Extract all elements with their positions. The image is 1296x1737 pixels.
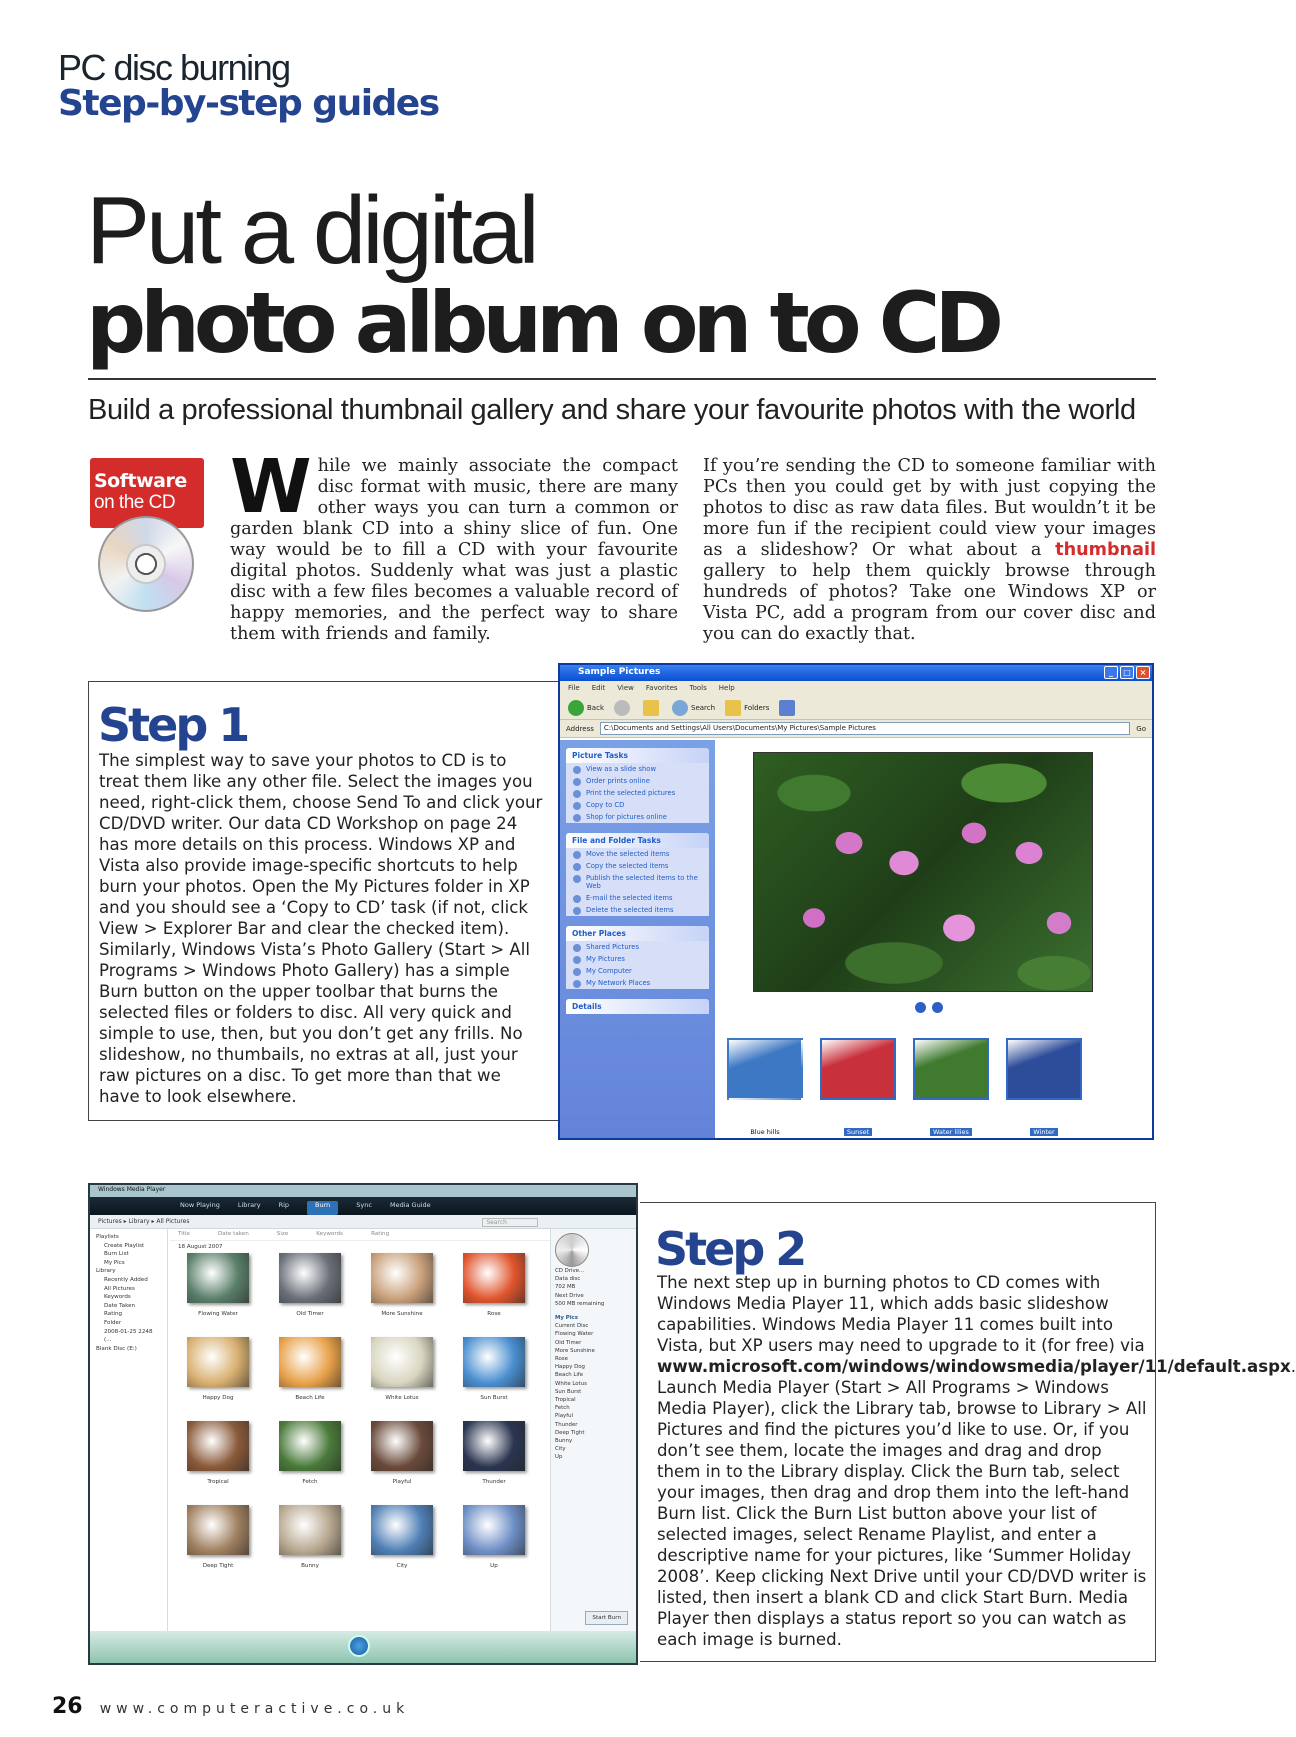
- drop-cap: W: [230, 444, 312, 530]
- menu-tools[interactable]: Tools: [689, 684, 707, 692]
- address-field[interactable]: C:\Documents and Settings\All Users\Documents\My Pictures\Sample Pictures: [600, 722, 1130, 735]
- burn-list-item[interactable]: Deep Tight: [555, 1429, 585, 1436]
- wmp-tab[interactable]: Now Playing: [180, 1201, 220, 1209]
- burn-list-item[interactable]: Flowing Water: [555, 1331, 594, 1338]
- forward-arrow-icon[interactable]: [614, 700, 630, 716]
- burn-list-title[interactable]: My Pics: [555, 1315, 578, 1322]
- thumb-caption: Blue hills: [750, 1128, 780, 1136]
- tree-item[interactable]: 2008-01-25 2248 (...: [104, 1328, 153, 1344]
- task-order-prints[interactable]: Order prints online: [566, 775, 709, 787]
- thumb-image: [727, 1038, 803, 1100]
- picture-thumb: [371, 1421, 433, 1471]
- burn-list-item[interactable]: Beach Life: [555, 1372, 584, 1379]
- play-icon[interactable]: [348, 1635, 370, 1657]
- start-burn-button[interactable]: Start Burn: [585, 1611, 628, 1625]
- menu-help[interactable]: Help: [718, 684, 735, 692]
- menu-favorites[interactable]: Favorites: [645, 684, 678, 692]
- picture-item[interactable]: [448, 1421, 540, 1485]
- title-line-1: Put a digital: [86, 177, 536, 284]
- picture-label: More Sunshine: [381, 1311, 423, 1317]
- picture-item[interactable]: [264, 1337, 356, 1401]
- burn-info-line: Data disc: [555, 1276, 581, 1283]
- wmp-screenshot: [88, 1183, 638, 1665]
- wmp-nav-tree: [90, 1229, 168, 1631]
- filmstrip-thumb[interactable]: [1006, 1038, 1082, 1138]
- step2-body: [657, 1272, 1296, 1650]
- filmstrip-nav: [915, 1002, 943, 1013]
- burn-list-item[interactable]: Sun Burst: [555, 1388, 582, 1395]
- title-rule: [88, 378, 1156, 380]
- picture-thumb: [187, 1253, 249, 1303]
- footer-url: www.computeractive.co.uk: [99, 1701, 410, 1717]
- picture-cells: [170, 1253, 552, 1569]
- picture-tasks-panel: [566, 748, 709, 823]
- picture-item[interactable]: [264, 1421, 356, 1485]
- column-header[interactable]: Keywords: [316, 1231, 344, 1237]
- search-icon: [672, 700, 688, 716]
- details-panel: [566, 999, 709, 1014]
- menu-view[interactable]: View: [617, 684, 634, 692]
- step2-text-a: The next step up in burning photos to CD comes with Windows Media Player 11, which adds basic slideshow capabilities. Windows Media Player 11 comes built into Vista, but XP users may need to upgrade to it (for free) via: [657, 1273, 1145, 1355]
- page-footer: [52, 1694, 409, 1719]
- picture-item[interactable]: [172, 1421, 264, 1485]
- tree-item[interactable]: Keywords: [104, 1294, 131, 1301]
- task-copy[interactable]: Copy the selected items: [566, 860, 709, 872]
- previous-icon[interactable]: [915, 1002, 926, 1013]
- picture-item[interactable]: [356, 1337, 448, 1401]
- thumb-caption: Sunset: [844, 1128, 872, 1136]
- thumbnail-highlight: thumbnail: [1055, 540, 1157, 560]
- xp-title: Sample Pictures: [578, 667, 661, 677]
- picture-item[interactable]: [356, 1505, 448, 1569]
- picture-item[interactable]: [448, 1253, 540, 1317]
- xp-toolbar: [560, 696, 1152, 720]
- burn-list-item[interactable]: Rose: [555, 1356, 568, 1363]
- step2-url: www.microsoft.com/windows/windowsmedia/player/11/default.aspx: [657, 1357, 1291, 1376]
- picture-thumb: [279, 1253, 341, 1303]
- burn-list-item[interactable]: Old Timer: [555, 1339, 582, 1346]
- picture-thumb: [371, 1505, 433, 1555]
- panel-title[interactable]: Other Places: [566, 926, 709, 941]
- next-icon[interactable]: [932, 1002, 943, 1013]
- tree-item[interactable]: Playlists: [96, 1234, 119, 1240]
- title-line-2: photo album on to CD: [86, 274, 999, 372]
- picture-label: Happy Dog: [202, 1395, 234, 1401]
- wmp-controls: [90, 1631, 636, 1663]
- folders-button[interactable]: [725, 700, 769, 716]
- tree-item[interactable]: All Pictures: [104, 1285, 135, 1292]
- article-title: [86, 177, 1166, 372]
- burn-list-item[interactable]: White Lotus: [555, 1380, 587, 1387]
- picture-label: Sun Burst: [480, 1395, 508, 1401]
- picture-thumb: [279, 1505, 341, 1555]
- picture-thumb: [187, 1421, 249, 1471]
- burn-list-item[interactable]: More Sunshine: [555, 1347, 595, 1354]
- burn-list-item[interactable]: Current Disc: [555, 1323, 589, 1330]
- place-network[interactable]: My Network Places: [566, 977, 709, 989]
- picture-thumb: [371, 1337, 433, 1387]
- task-slideshow[interactable]: View as a slide show: [566, 763, 709, 775]
- burn-info-line: 500 MB remaining: [555, 1300, 605, 1307]
- picture-label: Flowing Water: [198, 1311, 238, 1317]
- wmp-tabs: [90, 1197, 636, 1215]
- picture-thumb: [279, 1337, 341, 1387]
- wmp-title: Windows Media Player: [90, 1185, 636, 1197]
- cd-icon: [98, 516, 194, 612]
- wmp-tab[interactable]: Library: [237, 1201, 261, 1209]
- picture-thumb: [463, 1337, 525, 1387]
- wmp-tab[interactable]: Burn: [307, 1201, 338, 1215]
- picture-label: Old Timer: [296, 1311, 324, 1317]
- filmstrip-thumb[interactable]: [913, 1038, 989, 1138]
- water-lilies-photo: [753, 752, 1093, 992]
- folders-label: Folders: [744, 703, 770, 712]
- picture-label: Thunder: [482, 1479, 506, 1485]
- filmstrip-thumb[interactable]: [820, 1038, 896, 1138]
- tree-item[interactable]: Rating: [104, 1311, 123, 1318]
- search-button[interactable]: [672, 700, 715, 716]
- wmp-breadcrumb: [90, 1215, 636, 1229]
- column-header[interactable]: Title: [178, 1231, 190, 1237]
- picture-label: Fetch: [302, 1479, 318, 1485]
- picture-thumb: [463, 1505, 525, 1555]
- burn-list-item[interactable]: City: [555, 1446, 566, 1453]
- search-label: Search: [691, 703, 716, 712]
- back-button[interactable]: [568, 700, 604, 716]
- thumb-caption: Winter: [1030, 1128, 1057, 1136]
- wmp-search-input[interactable]: Search: [482, 1218, 538, 1227]
- picture-item[interactable]: [172, 1337, 264, 1401]
- standfirst: Build a professional thumbnail gallery and share your favourite photos with the world: [88, 394, 1136, 426]
- tree-item[interactable]: My Pics: [104, 1259, 125, 1266]
- thumb-caption: Water lilies: [930, 1128, 972, 1136]
- software-on-cd-badge: [88, 456, 208, 616]
- picture-label: Tropical: [207, 1479, 229, 1485]
- breadcrumb-path[interactable]: Pictures ▸ Library ▸ All Pictures: [98, 1218, 190, 1225]
- picture-item[interactable]: [172, 1253, 264, 1317]
- place-my-pictures[interactable]: My Pictures: [566, 953, 709, 965]
- picture-thumb: [279, 1421, 341, 1471]
- wmp-column-headers: [170, 1229, 552, 1241]
- tree-item[interactable]: Burn List: [104, 1251, 129, 1258]
- xp-task-pane: [560, 740, 715, 1138]
- step2-text-b: . Launch Media Player (Start > All Programs > Windows Media Player), click the Library tab, browse to Library > All Pictures and find the pictures you’d like to use. Or, if you don’t see them, locate the images and drag and drop them in to the Library display. Click the Burn tab, select your images, then drag and drop them into the left-hand Burn list. Click the Burn List button above your list of selected images, select Rename Playlist, and enter a descriptive name for your pictures, like ‘Summer Holiday 2008’. Keep clicking Next Drive until your CD/DVD writer is listed, then insert a blank CD and click Start Burn. Media Player then displays a status report so you can watch as each image is burned.: [657, 1357, 1296, 1649]
- task-copy-to-cd[interactable]: Copy to CD: [566, 799, 709, 811]
- task-shop-online[interactable]: Shop for pictures online: [566, 811, 709, 823]
- step1-body: The simplest way to save your photos to CD is to treat them like any other file. Select the images you need, right-click them, choose Send To and click your CD/DVD writer. Our data CD Workshop on page 24 has more details on this process. Windows XP and Vista also provide image-specific shortcuts to help burn your photos. Open the My Pictures folder in XP and you should see a ‘Copy to CD’ task (if not, click View > Explorer Bar and clear the checked item). Similarly, Windows Vista’s Photo Gallery (Start > All Programs > Windows Photo Gallery) has a simple Burn button on the upper toolbar that burns the selected files or folders to disc. All very quick and simple to use, then, but you don’t get any frills. No slideshow, no thumbails, no extras at all, just your raw pictures on a disc. To get more than that we have to look elsewhere.: [99, 751, 543, 1106]
- picture-label: City: [396, 1563, 408, 1569]
- panel-title[interactable]: Picture Tasks: [566, 748, 709, 763]
- badge-line-2: on the CD: [94, 492, 176, 513]
- picture-thumb: [463, 1421, 525, 1471]
- picture-thumb: [371, 1253, 433, 1303]
- burn-drive: [555, 1233, 632, 1308]
- thumb-image: [820, 1038, 896, 1100]
- burn-info-line: CD Drive...: [555, 1268, 585, 1274]
- menu-edit[interactable]: Edit: [591, 684, 606, 692]
- panel-title[interactable]: Details: [566, 999, 709, 1014]
- tree-item[interactable]: Blank Disc (E:): [96, 1345, 137, 1352]
- column-header[interactable]: Size: [276, 1231, 289, 1237]
- views-icon[interactable]: [779, 700, 795, 716]
- badge-line-1: Software: [94, 470, 187, 492]
- intro-column-1: [230, 444, 678, 645]
- burn-list: [555, 1322, 632, 1461]
- burn-info-line: Next Drive: [555, 1292, 584, 1299]
- intro-text-1: hile we mainly associate the compact disc format with music, there are many other ways you can turn a common or garden blank CD into a shiny slice of fun. One way would be to fill a CD with your favourite digital photos. Suddenly what was just a plastic disc with a few files becomes a valuable record of happy memories, and the perfect way to share them with friends and family.: [230, 456, 678, 644]
- wmp-tab[interactable]: Media Guide: [389, 1201, 431, 1209]
- tree-item[interactable]: Folder: [104, 1319, 122, 1326]
- picture-item[interactable]: [448, 1337, 540, 1401]
- intro-text-2b: gallery to help them quickly browse through hundreds of photos? Take one Windows XP or Vista PC, add a program from our cover disc and you can do exactly that.: [703, 561, 1156, 644]
- maximize-icon[interactable]: □: [1120, 666, 1134, 679]
- kicker-category: PC disc burning: [58, 47, 290, 88]
- folder-icon: [725, 700, 741, 716]
- burn-info: [555, 1267, 604, 1308]
- thumb-image: [913, 1038, 989, 1100]
- task-email[interactable]: E-mail the selected items: [566, 892, 709, 904]
- section-kicker: [58, 47, 439, 124]
- picture-item[interactable]: [264, 1505, 356, 1569]
- xp-address-bar: [560, 720, 1152, 738]
- picture-label: Playful: [392, 1479, 412, 1485]
- tree-item[interactable]: Library: [96, 1268, 116, 1275]
- burn-list-item[interactable]: Playful: [555, 1413, 574, 1420]
- tree-item[interactable]: Create Playlist: [104, 1242, 145, 1249]
- burn-list-item[interactable]: Up: [555, 1454, 563, 1461]
- kicker-series: Step-by-step guides: [58, 83, 439, 124]
- minimize-icon[interactable]: _: [1104, 666, 1118, 679]
- address-label: Address: [566, 724, 594, 733]
- place-shared-pictures[interactable]: Shared Pictures: [566, 941, 709, 953]
- thumb-image: [1006, 1038, 1082, 1100]
- wmp-picture-grid: [170, 1229, 552, 1631]
- picture-label: Up: [490, 1563, 498, 1569]
- place-my-computer[interactable]: My Computer: [566, 965, 709, 977]
- back-label: Back: [587, 703, 604, 712]
- picture-label: White Lotus: [385, 1395, 419, 1401]
- picture-label: Beach Life: [295, 1395, 325, 1401]
- page-number: 26: [52, 1694, 83, 1719]
- burn-list-item[interactable]: Thunder: [555, 1421, 578, 1428]
- column-header[interactable]: Rating: [371, 1231, 390, 1237]
- intro-text-2a: If you’re sending the CD to someone familiar with PCs then you could get by with just copying the photos to disc as raw data files. But wouldn’t it be more fun if the recipient could view your images as a slideshow? Or what about a: [703, 456, 1156, 560]
- column-header[interactable]: Date taken: [218, 1231, 249, 1237]
- wmp-tab[interactable]: Rip: [278, 1201, 290, 1209]
- picture-label: Rose: [487, 1311, 501, 1317]
- picture-thumb: [463, 1253, 525, 1303]
- burn-list-item[interactable]: Tropical: [555, 1397, 576, 1404]
- cd-icon: [555, 1233, 589, 1267]
- picture-item[interactable]: [356, 1421, 448, 1485]
- back-arrow-icon: [568, 700, 584, 716]
- picture-label: Bunny: [301, 1563, 319, 1569]
- go-button[interactable]: Go: [1136, 724, 1146, 733]
- picture-thumb: [187, 1337, 249, 1387]
- filmstrip-thumbs: [727, 1038, 1082, 1138]
- picture-item[interactable]: [172, 1505, 264, 1569]
- filmstrip-thumb[interactable]: [727, 1038, 803, 1138]
- file-folder-tasks-panel: [566, 833, 709, 916]
- step2-heading: Step 2: [655, 1222, 805, 1276]
- step1-heading: Step 1: [98, 698, 248, 752]
- picture-item[interactable]: [264, 1253, 356, 1317]
- burn-list-item[interactable]: Happy Dog: [555, 1364, 585, 1371]
- up-folder-icon[interactable]: [643, 700, 659, 716]
- picture-item[interactable]: [356, 1253, 448, 1317]
- panel-title[interactable]: File and Folder Tasks: [566, 833, 709, 848]
- task-delete[interactable]: Delete the selected items: [566, 904, 709, 916]
- xp-titlebar: [560, 665, 1152, 681]
- burn-list-item[interactable]: Bunny: [555, 1438, 573, 1445]
- date-group: 18 August 2007: [178, 1244, 223, 1250]
- tree-item[interactable]: Date Taken: [104, 1302, 136, 1309]
- wmp-burn-pane: [550, 1229, 636, 1631]
- task-print[interactable]: Print the selected pictures: [566, 787, 709, 799]
- burn-info-line: 702 MB: [555, 1284, 576, 1291]
- picture-item[interactable]: [448, 1505, 540, 1569]
- tree-item[interactable]: Recently Added: [104, 1276, 148, 1283]
- xp-explorer-screenshot: [558, 663, 1154, 1140]
- menu-file[interactable]: File: [568, 684, 580, 692]
- picture-thumb: [187, 1505, 249, 1555]
- picture-label: Deep Tight: [202, 1563, 234, 1569]
- task-move[interactable]: Move the selected items: [566, 848, 709, 860]
- intro-column-2: [703, 456, 1156, 645]
- wmp-tab[interactable]: Sync: [356, 1201, 372, 1209]
- task-publish[interactable]: Publish the selected items to the Web: [566, 872, 709, 892]
- close-icon[interactable]: ×: [1136, 666, 1150, 679]
- burn-list-item[interactable]: Fetch: [555, 1405, 570, 1412]
- xp-filmstrip-viewer: [715, 740, 1152, 1138]
- xp-menubar: [560, 681, 1152, 696]
- other-places-panel: [566, 926, 709, 989]
